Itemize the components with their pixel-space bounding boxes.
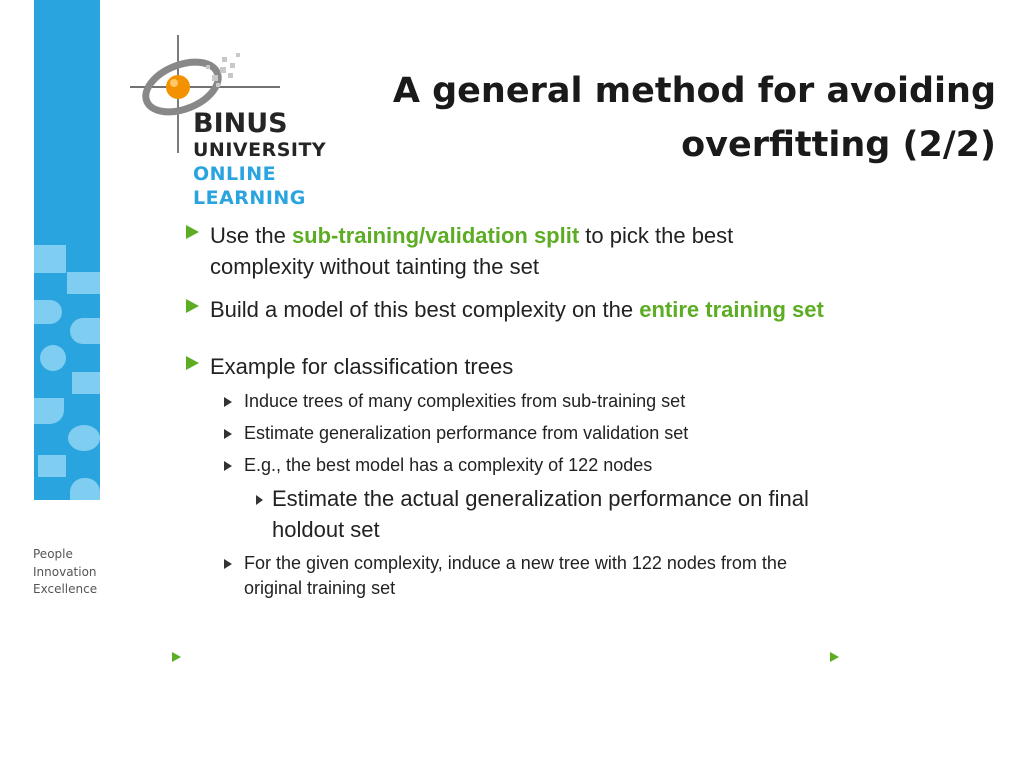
logo-learning: LEARNING bbox=[193, 187, 306, 209]
decorative-side-strip bbox=[34, 0, 100, 500]
highlight-entire-training-set: entire training set bbox=[639, 297, 824, 322]
title-line-2: overfitting (2/2) bbox=[681, 125, 996, 165]
tagline-people: People bbox=[33, 547, 73, 561]
sub-bullet-induce-new-tree: For the given complexity, induce a new tree with 122 nodes from the original training set bbox=[184, 551, 824, 601]
bullet-arrow-icon bbox=[186, 225, 199, 239]
logo-university: UNIVERSITY bbox=[193, 139, 327, 161]
slide-title bbox=[376, 64, 996, 172]
highlight-subtraining-split: sub-training/validation split bbox=[291, 223, 580, 248]
subsub-bullet-arrow-icon bbox=[256, 495, 263, 505]
sub-bullet-induce-trees: Induce trees of many complexities from sub-training set bbox=[184, 389, 824, 414]
sub-bullet-best-model: E.g., the best model has a complexity of 122 nodes bbox=[184, 453, 824, 478]
sub-bullet-arrow-icon bbox=[224, 559, 232, 569]
slide-body bbox=[184, 220, 824, 601]
sub-bullet-estimate-generalization: Estimate generalization performance from validation set bbox=[184, 421, 824, 446]
tagline-innovation: Innovation bbox=[33, 564, 97, 579]
next-slide-arrow-icon[interactable] bbox=[830, 652, 839, 662]
bullet-subtraining-split: Use the sub-training/validation split to pick the best complexity without tainting the set bbox=[184, 220, 824, 282]
bullet-entire-training-set: Build a model of this best complexity on the entire training set bbox=[184, 294, 824, 325]
subsub-bullet-holdout: Estimate the actual generalization performance on final holdout set bbox=[184, 483, 824, 545]
tagline-excellence: Excellence bbox=[33, 582, 98, 596]
tagline bbox=[33, 546, 97, 599]
bullet-arrow-icon bbox=[186, 299, 199, 313]
prev-slide-arrow-icon[interactable] bbox=[172, 652, 181, 662]
title-line-1: A general method for avoiding bbox=[392, 71, 996, 111]
logo-online: ONLINE bbox=[193, 163, 277, 185]
sub-bullet-arrow-icon bbox=[224, 461, 232, 471]
bullet-classification-example: Example for classification trees bbox=[184, 351, 824, 382]
sub-bullet-arrow-icon bbox=[224, 397, 232, 407]
bullet-arrow-icon bbox=[186, 356, 199, 370]
sub-bullet-arrow-icon bbox=[224, 429, 232, 439]
logo-wordmark bbox=[193, 108, 326, 210]
logo-binus: BINUS bbox=[193, 108, 288, 139]
